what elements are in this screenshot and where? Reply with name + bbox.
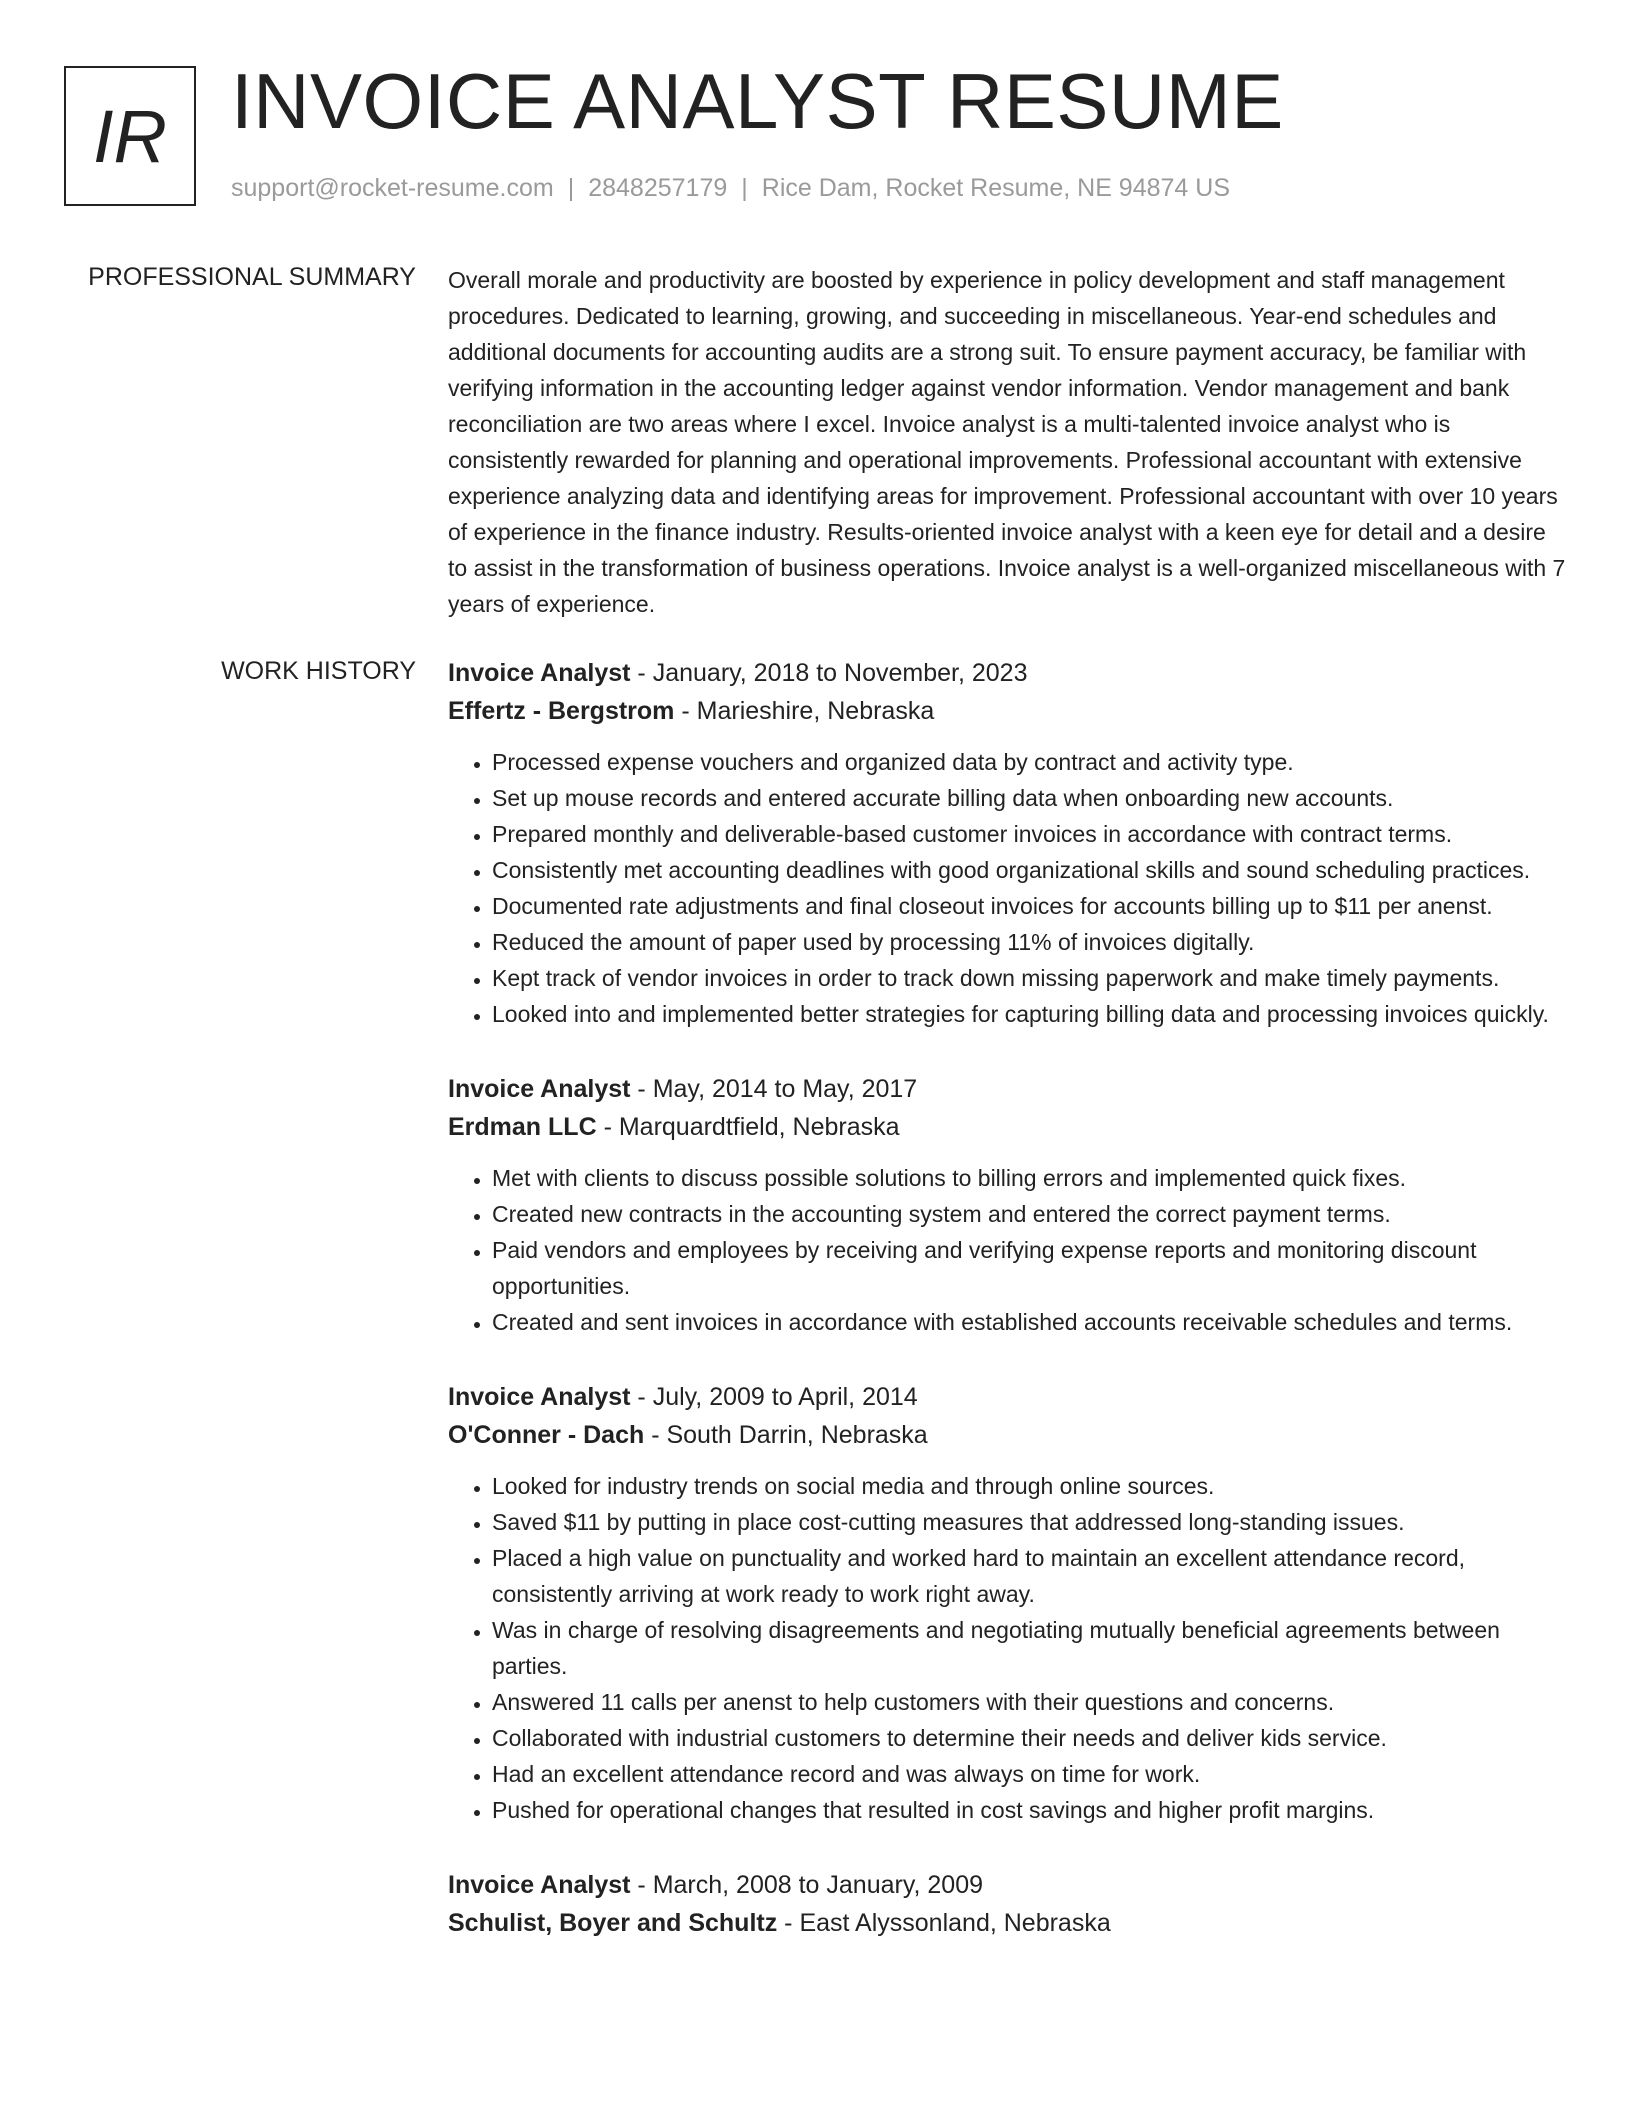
monogram-logo: IR: [64, 66, 196, 206]
page-title: INVOICE ANALYST RESUME: [231, 57, 1284, 145]
job-title: Invoice Analyst: [448, 1075, 631, 1103]
job-entry: [448, 1866, 1568, 1942]
job-entry: [448, 654, 1568, 1032]
job-bullet: • Met with clients to discuss possible solutions to billing errors and implemented quick fixes.: [492, 1160, 1568, 1196]
contact-separator: |: [741, 174, 748, 202]
job-title-line: [448, 1070, 1568, 1108]
job-bullet: • Pushed for operational changes that resulted in cost savings and higher profit margins.: [492, 1792, 1568, 1828]
job-bullet: • Saved $11 by putting in place cost-cutting measures that addressed long-standing issues.: [492, 1504, 1568, 1540]
job-title: Invoice Analyst: [448, 659, 631, 687]
job-location: - South Darrin, Nebraska: [644, 1421, 928, 1449]
job-bullet: • Looked into and implemented better strategies for capturing billing data and processing invoices quickly.: [492, 996, 1568, 1032]
job-bullet: • Created and sent invoices in accordance with established accounts receivable schedules and terms.: [492, 1304, 1568, 1340]
work-history-label: WORK HISTORY: [221, 657, 416, 685]
job-bullet: • Prepared monthly and deliverable-based customer invoices in accordance with contract terms.: [492, 816, 1568, 852]
job-location: - Marquardtfield, Nebraska: [596, 1113, 900, 1141]
job-bullet: • Set up mouse records and entered accurate billing data when onboarding new accounts.: [492, 780, 1568, 816]
job-bullet: • Looked for industry trends on social media and through online sources.: [492, 1468, 1568, 1504]
contact-address: Rice Dam, Rocket Resume, NE 94874 US: [761, 174, 1231, 202]
job-title-line: [448, 654, 1568, 692]
summary-body: [448, 262, 1568, 622]
job-entry: [448, 1070, 1568, 1340]
job-company: O'Conner - Dach: [448, 1421, 645, 1449]
job-bullet: • Paid vendors and employees by receiving and verifying expense reports and monitoring discount opportunities.: [492, 1232, 1568, 1304]
job-title: Invoice Analyst: [448, 1383, 631, 1411]
job-company-line: [448, 1416, 1568, 1454]
job-bullet: • Created new contracts in the accounting system and entered the correct payment terms.: [492, 1196, 1568, 1232]
contact-separator: |: [567, 174, 575, 202]
job-bullet: • Kept track of vendor invoices in order to track down missing paperwork and make timely payments.: [492, 960, 1568, 996]
summary-text: Overall morale and productivity are boosted by experience in policy development and staff management procedures. Dedicated to learning, growing, and succeeding in miscellaneous. Year-end schedules and additional documents for accounting audits are a strong suit. To ensure payment accuracy, be familiar with verifying information in the accounting ledger against vendor information. Vendor management and bank reconciliation are two areas where I excel. Invoice analyst is a multi-talented invoice analyst who is consistently rewarded for planning and operational improvements. Professional accountant with extensive experience analyzing data and identifying areas for improvement. Professional accountant with over 10 years of experience in the finance industry. Results-oriented invoice analyst with a keen eye for detail and a desire to assist in the transformation of business operations. Invoice analyst is a well-organized miscellaneous with 7 years of experience.: [448, 267, 1566, 617]
job-bullet: • Had an excellent attendance record and was always on time for work.: [492, 1756, 1568, 1792]
job-company: Erdman LLC: [448, 1113, 597, 1141]
job-bullets: [448, 744, 1568, 1032]
job-title-line: [448, 1866, 1568, 1904]
job-entry: [448, 1378, 1568, 1828]
contact-phone: 2848257179: [588, 174, 728, 202]
job-bullet: • Placed a high value on punctuality and worked hard to maintain an excellent attendance record, consistently arriving at work ready to work right away.: [492, 1540, 1568, 1612]
job-company-line: [448, 1904, 1568, 1942]
job-company-line: [448, 1108, 1568, 1146]
job-bullet: • Consistently met accounting deadlines with good organizational skills and sound scheduling practices.: [492, 852, 1568, 888]
job-company: Effertz - Bergstrom: [448, 697, 675, 725]
job-dates: - March, 2008 to January, 2009: [630, 1871, 983, 1899]
job-location: - Marieshire, Nebraska: [674, 697, 935, 725]
job-dates: - May, 2014 to May, 2017: [630, 1075, 918, 1103]
job-title-line: [448, 1378, 1568, 1416]
job-dates: - July, 2009 to April, 2014: [630, 1383, 918, 1411]
job-location: - East Alyssonland, Nebraska: [777, 1909, 1111, 1937]
job-list: [448, 654, 1568, 1980]
job-title: Invoice Analyst: [448, 1871, 631, 1899]
job-dates: - January, 2018 to November, 2023: [630, 659, 1028, 687]
job-company: Schulist, Boyer and Schultz: [448, 1909, 778, 1937]
job-company-line: [448, 692, 1568, 730]
contact-line: [231, 174, 1230, 203]
job-bullets: [448, 1468, 1568, 1828]
contact-email[interactable]: support@rocket-resume.com: [231, 174, 554, 202]
job-bullet: • Answered 11 calls per anenst to help customers with their questions and concerns.: [492, 1684, 1568, 1720]
job-bullet: • Was in charge of resolving disagreements and negotiating mutually beneficial agreements between parties.: [492, 1612, 1568, 1684]
job-bullet: • Reduced the amount of paper used by processing 11% of invoices digitally.: [492, 924, 1568, 960]
job-bullet: • Processed expense vouchers and organized data by contract and activity type.: [492, 744, 1568, 780]
job-bullet: • Documented rate adjustments and final closeout invoices for accounts billing up to $11 per anenst.: [492, 888, 1568, 924]
job-bullets: [448, 1160, 1568, 1340]
summary-label: PROFESSIONAL SUMMARY: [88, 263, 416, 291]
job-bullet: • Collaborated with industrial customers to determine their needs and deliver kids service.: [492, 1720, 1568, 1756]
